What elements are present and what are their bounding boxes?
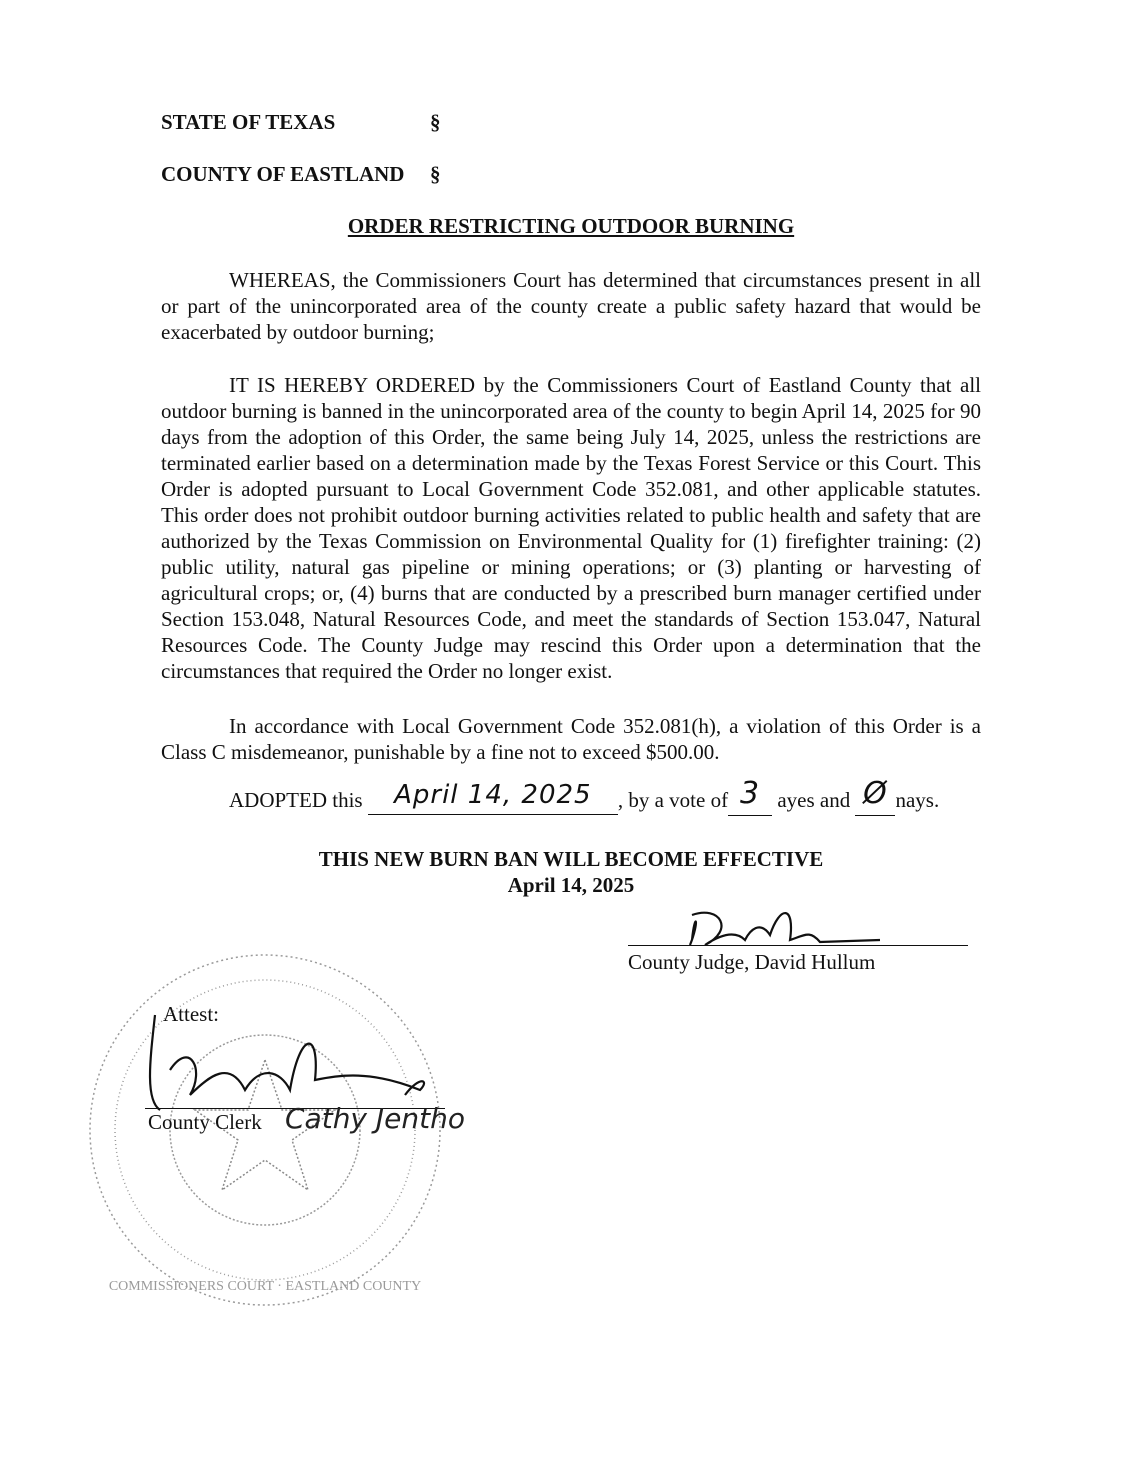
judge-caption: County Judge, David Hullum <box>628 950 876 974</box>
effective-date: April 14, 2025 <box>507 873 635 897</box>
judge-signature <box>690 913 880 945</box>
caption-county: COUNTY OF EASTLAND <box>161 162 405 186</box>
adoption-date-handwritten: April 14, 2025 <box>394 780 592 810</box>
penalty-paragraph: In accordance with Local Government Code 352.081(h), a violation of this Order is a Class C misdemeanor, punishable by a fine not to exceed $500.00. <box>161 714 981 764</box>
ordered-paragraph: IT IS HEREBY ORDERED by the Commissioners Court of Eastland County that all outdoor burning is banned in the unincorporated area of the county to begin April 14, 2025 for 90 days from the adoption of this Order, the same being July 14, 2025, unless the restrictions are terminated earlier based on a determination made by the Texas Forest Service or this Court. This Order is adopted pursuant to Local Government Code 352.081, and other applicable statutes. This order does not prohibit outdoor burning activities related to public health and safety that are authorized by the Texas Commission on Environmental Quality for (1) firefighter training: (2) public utility, natural gas pipeline or mining operations; or (3) planting or harvesting of agricultural crops; or, (4) burns that are conducted by a prescribed burn manager certified under Section 153.048, Natural Resources Code, and meet the standards of Section 153.047, Natural Resources Code. The County Judge may rescind this Order upon a determination that the circumstances that required the Order no longer exist. <box>161 373 981 683</box>
effective-heading: THIS NEW BURN BAN WILL BECOME EFFECTIVE <box>318 847 824 871</box>
clerk-caption: County Clerk <box>148 1110 262 1134</box>
judge-signature-line <box>628 945 968 946</box>
section-symbol: § <box>430 162 441 186</box>
nays-count: Ø <box>863 776 888 811</box>
attest-label: Attest: <box>163 1002 219 1026</box>
ayes-label: ayes and <box>777 788 851 812</box>
caption-state: STATE OF TEXAS <box>161 110 336 134</box>
adopted-prefix: ADOPTED this <box>229 788 363 812</box>
vote-prefix: , by a vote of <box>617 788 729 812</box>
ayes-count: 3 <box>740 776 761 811</box>
seal-text: COMMISSIONERS COURT · EASTLAND COUNTY <box>108 1279 422 1294</box>
clerk-signature <box>150 1015 424 1110</box>
order-title: ORDER RESTRICTING OUTDOOR BURNING <box>347 214 795 238</box>
clerk-name-handwritten: Cathy Jentho <box>285 1102 465 1135</box>
whereas-paragraph: WHEREAS, the Commissioners Court has determined that circumstances present in all or part of the unincorporated area of the county create a public safety hazard that would be exacerbated by outdoor burning; <box>161 268 981 344</box>
nays-label: nays. <box>895 788 940 812</box>
section-symbol: § <box>430 110 441 134</box>
